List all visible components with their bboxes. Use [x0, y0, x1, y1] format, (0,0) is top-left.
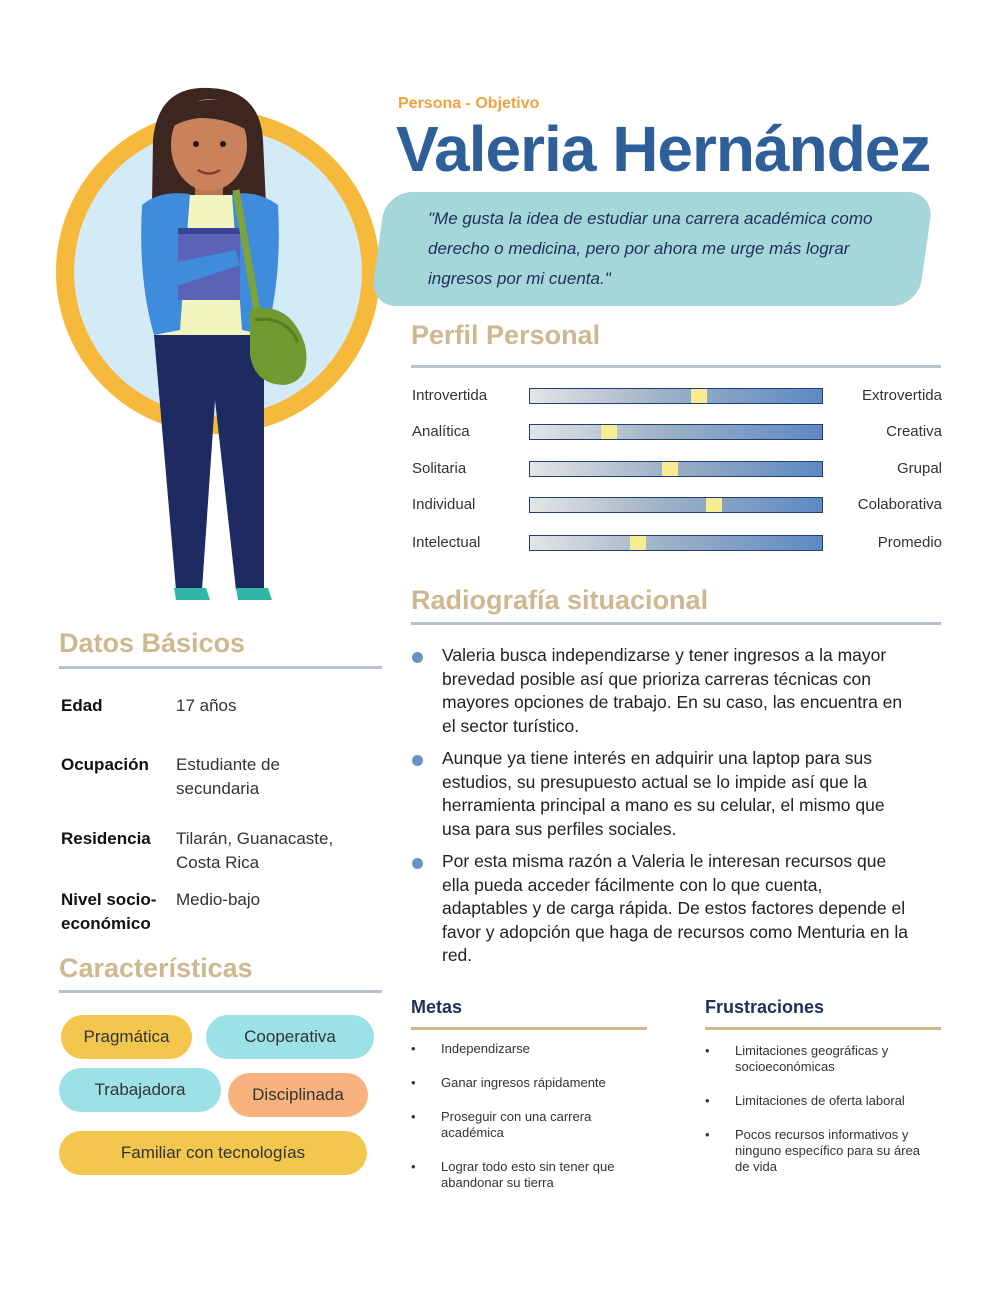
bullet-dot-icon — [412, 858, 423, 869]
radiografia-list — [412, 644, 912, 977]
metas-rule — [411, 1027, 647, 1030]
datos-rule — [59, 666, 382, 669]
frustraciones-item: • Limitaciones geográficas y socioeconómicas — [705, 1043, 889, 1074]
trait-right-label: Extrovertida — [861, 387, 942, 404]
radiografia-item: Por esta misma razón a Valeria le interesan recursos que ella pueda acceder fácilmente con lo que cuenta, adaptables y de carga rápida. De estos factores depende el favor y adopción que haga de recursos como Menturia en la red. — [412, 850, 912, 968]
metas-item: • Lograr todo esto sin tener que abandonar su tierra — [411, 1159, 615, 1190]
trait-row — [412, 423, 942, 445]
persona-kicker: Persona - Objetivo — [398, 95, 540, 112]
frustraciones-list — [705, 1043, 920, 1193]
trait-left-label: Analítica — [412, 423, 470, 440]
trait-slider-bar — [529, 461, 823, 477]
trait-slider-bar — [529, 424, 823, 440]
perfil-title: Perfil Personal — [411, 320, 601, 350]
trait-right-label: Colaborativa — [857, 496, 942, 513]
tag-familiar-tecnologias: Familiar con tecnologías — [59, 1131, 367, 1175]
frustraciones-item: • Pocos recursos informativos y ninguno específico para su área de vida — [705, 1127, 921, 1174]
trait-slider-marker — [630, 536, 646, 550]
nivel-value: Medio-bajo — [176, 890, 261, 909]
trait-slider-marker — [691, 389, 707, 403]
ocupacion-label: Ocupación — [61, 755, 149, 774]
trait-slider-bar — [529, 535, 823, 551]
radiografia-rule — [411, 622, 941, 625]
trait-left-label: Intelectual — [412, 534, 481, 551]
tag-trabajadora: Trabajadora — [59, 1068, 221, 1112]
tag-cooperativa: Cooperativa — [206, 1015, 374, 1059]
metas-item: • Independizarse — [411, 1041, 530, 1056]
metas-item: • Proseguir con una carrera académica — [411, 1109, 592, 1140]
ocupacion-value: Estudiante de secundaria — [176, 755, 280, 798]
trait-right-label: Grupal — [896, 460, 942, 477]
edad-value: 17 años — [176, 696, 237, 715]
radiografia-item: Valeria busca independizarse y tener ingresos a la mayor brevedad posible así que prioriza carreras técnicas con mayores opciones de trabajo. En su caso, las encuentra en el sector turístico. — [412, 644, 912, 738]
bullet-dot-icon — [412, 755, 423, 766]
nivel-label: Nivel socio-económico — [61, 890, 157, 933]
frustraciones-rule — [705, 1027, 941, 1030]
trait-row — [412, 460, 942, 482]
caracteristicas-title: Características — [59, 953, 253, 983]
residencia-value: Tilarán, Guanacaste, Costa Rica — [176, 829, 334, 872]
persona-name: Valeria Hernández — [396, 113, 931, 185]
bullet-dot-icon — [412, 652, 423, 663]
trait-slider-bar — [529, 497, 823, 513]
tag-disciplinada: Disciplinada — [228, 1073, 368, 1117]
edad-label: Edad — [61, 696, 103, 715]
trait-slider-marker — [601, 425, 617, 439]
metas-item: • Ganar ingresos rápidamente — [411, 1075, 606, 1090]
radiografia-item: Aunque ya tiene interés en adquirir una laptop para sus estudios, su presupuesto actual se lo impide así que la herramienta principal a mano es su celular, el mismo que usa para sus perfiles sociales. — [412, 747, 912, 841]
trait-right-label: Creativa — [886, 423, 942, 440]
metas-title: Metas — [411, 997, 463, 1017]
residencia-label: Residencia — [61, 829, 151, 848]
tag-pragmatica: Pragmática — [61, 1015, 192, 1059]
caracteristicas-rule — [59, 990, 382, 993]
trait-right-label: Promedio — [877, 534, 942, 551]
persona-quote: "Me gusta la idea de estudiar una carrera académica como derecho o medicina, pero por ahora me urge más lograr ingresos por mi cuenta." — [428, 209, 873, 288]
perfil-rule — [411, 365, 941, 368]
frustraciones-title: Frustraciones — [705, 997, 825, 1017]
trait-row — [412, 534, 942, 556]
trait-slider-bar — [529, 388, 823, 404]
trait-left-label: Solitaria — [412, 460, 467, 477]
metas-list — [411, 1041, 647, 1209]
trait-left-label: Introvertida — [412, 387, 488, 404]
trait-left-label: Individual — [412, 496, 476, 513]
datos-title: Datos Básicos — [59, 628, 246, 658]
trait-row — [412, 387, 942, 409]
trait-slider-marker — [706, 498, 722, 512]
trait-row — [412, 496, 942, 518]
radiografia-title: Radiografía situacional — [411, 585, 709, 615]
frustraciones-item: • Limitaciones de oferta laboral — [705, 1093, 905, 1108]
persona-illustration — [50, 80, 390, 610]
trait-slider-marker — [662, 462, 678, 476]
